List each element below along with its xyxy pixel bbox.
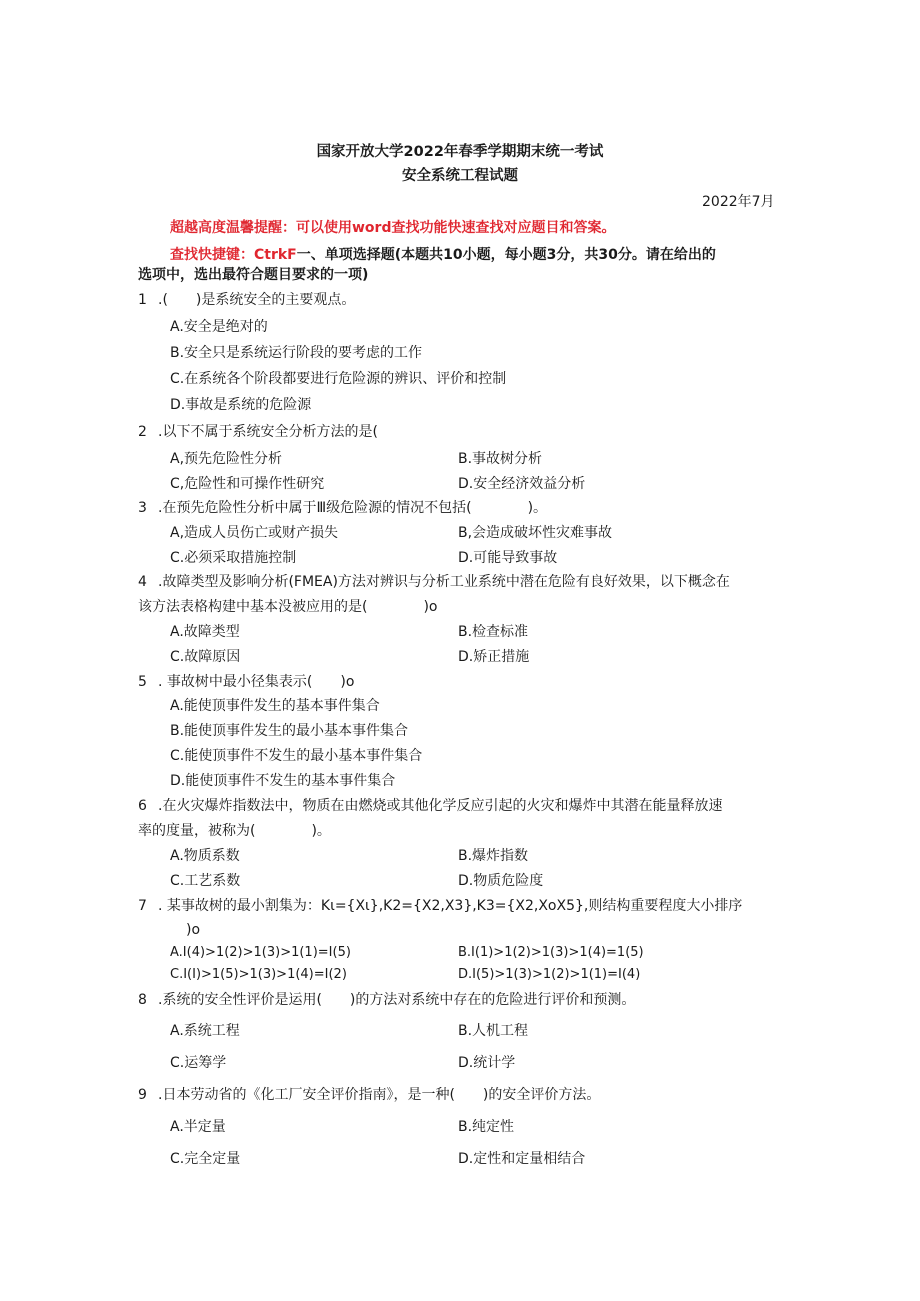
option-c: C.故障原因 — [170, 649, 241, 665]
option-b: B.I(1)>1(2)>1(3)>1(4)=1(5) — [458, 945, 644, 960]
option-a: A.故障类型 — [170, 624, 240, 640]
question-text-cont: )o — [186, 922, 201, 938]
option-a: A.半定量 — [170, 1119, 226, 1135]
option-a: A,造成人员伤亡或财产损失 — [170, 525, 339, 541]
option-a: A.I(4)>1(2)>1(3)>1(1)=I(5) — [170, 945, 351, 960]
exam-subtitle: 安全系统工程试题 — [402, 168, 518, 184]
option-b: B.事故树分析 — [458, 451, 543, 467]
question-text-cont: 率的度量，被称为( )。 — [138, 823, 331, 839]
option-b: B.人机工程 — [458, 1023, 529, 1039]
option-a: A.物质系数 — [170, 848, 240, 864]
option-d: D.事故是系统的危险源 — [170, 397, 312, 413]
question-text: .系统的安全性评价是运用( )的方法对系统中存在的危险进行评价和预测。 — [158, 992, 636, 1008]
question-number: 4 — [138, 574, 147, 590]
option-c: C,危险性和可操作性研究 — [170, 476, 325, 492]
question-number: 7 — [138, 898, 147, 914]
search-notice: 超越高度温馨提醒：可以使用word查找功能快速查找对应题目和答案。 — [170, 220, 616, 236]
option-d: D.能使顶事件不发生的基本事件集合 — [170, 773, 396, 789]
question-number: 9 — [138, 1087, 147, 1103]
question-text: .日本劳动省的《化工厂安全评价指南》，是一种( )的安全评价方法。 — [158, 1087, 601, 1103]
option-b: B.检查标准 — [458, 624, 529, 640]
option-b: B.爆炸指数 — [458, 848, 529, 864]
question-text: .以下不属于系统安全分析方法的是( — [158, 424, 378, 440]
option-a: A.安全是绝对的 — [170, 319, 268, 335]
option-b: B.能使顶事件发生的最小基本事件集合 — [170, 723, 409, 739]
option-c: C.必须采取措施控制 — [170, 550, 297, 566]
option-d: D.物质危险度 — [458, 873, 544, 889]
question-text: .在预先危险性分析中属于Ⅲ级危险源的情况不包括( )。 — [158, 500, 548, 516]
question-number: 2 — [138, 424, 147, 440]
exam-title: 国家开放大学2022年春季学期期末统一考试 — [316, 144, 604, 160]
question-text: . 事故树中最小径集表示( )o — [158, 674, 355, 690]
section-instruction: 一、单项选择题(本题共10小题，每小题3分，共30分。请在给出的 — [296, 247, 716, 263]
option-b: B.纯定性 — [458, 1119, 515, 1135]
option-c: C.能使顶事件不发生的最小基本事件集合 — [170, 748, 423, 764]
question-number: 3 — [138, 500, 147, 516]
option-c: C.完全定量 — [170, 1151, 241, 1167]
question-text: .在火灾爆炸指数法中，物质在由燃烧或其他化学反应引起的火灾和爆炸中其潜在能量释放速 — [158, 798, 723, 814]
option-b: B,会造成破坏性灾难事故 — [458, 525, 613, 541]
question-number: 8 — [138, 992, 147, 1008]
option-d: D.安全经济效益分析 — [458, 476, 586, 492]
question-number: 6 — [138, 798, 147, 814]
exam-date: 2022年7月 — [702, 194, 775, 210]
option-a: A,预先危险性分析 — [170, 451, 283, 467]
option-c: C.在系统各个阶段都要进行危险源的辨识、评价和控制 — [170, 371, 507, 387]
option-d: D.定性和定量相结合 — [458, 1151, 586, 1167]
option-c: C.工艺系数 — [170, 873, 241, 889]
option-d: D.可能导致事故 — [458, 550, 558, 566]
option-a: A.系统工程 — [170, 1023, 240, 1039]
question-text-cont: 该方法表格构建中基本没被应用的是( )o — [138, 599, 438, 615]
option-c: C.I(I)>1(5)>1(3)>1(4)=I(2) — [170, 967, 347, 982]
question-text: .( )是系统安全的主要观点。 — [158, 292, 356, 308]
option-a: A.能使顶事件发生的基本事件集合 — [170, 698, 380, 714]
section-heading-line2: 选项中，选出最符合题目要求的一项) — [138, 267, 369, 283]
option-d: D.矫正措施 — [458, 649, 530, 665]
question-number: 1 — [138, 292, 147, 308]
shortcut-label: 查找快捷键：CtrkF — [170, 247, 297, 263]
question-text: . 某事故树的最小割集为：Kι={Xι},K2={X2,X3},K3={X2,XoX5},则结构重要程度大小排序 — [158, 898, 743, 914]
question-number: 5 — [138, 674, 147, 690]
question-text: .故障类型及影响分析(FMEA)方法对辨识与分析工业系统中潜在危险有良好效果，以下概念在 — [158, 574, 730, 590]
option-b: B.安全只是系统运行阶段的要考虑的工作 — [170, 345, 423, 361]
option-d: D.I(5)>1(3)>1(2)>1(1)=I(4) — [458, 967, 641, 982]
option-c: C.运筹学 — [170, 1055, 227, 1071]
section-heading-line1 — [170, 245, 716, 265]
option-d: D.统计学 — [458, 1055, 516, 1071]
